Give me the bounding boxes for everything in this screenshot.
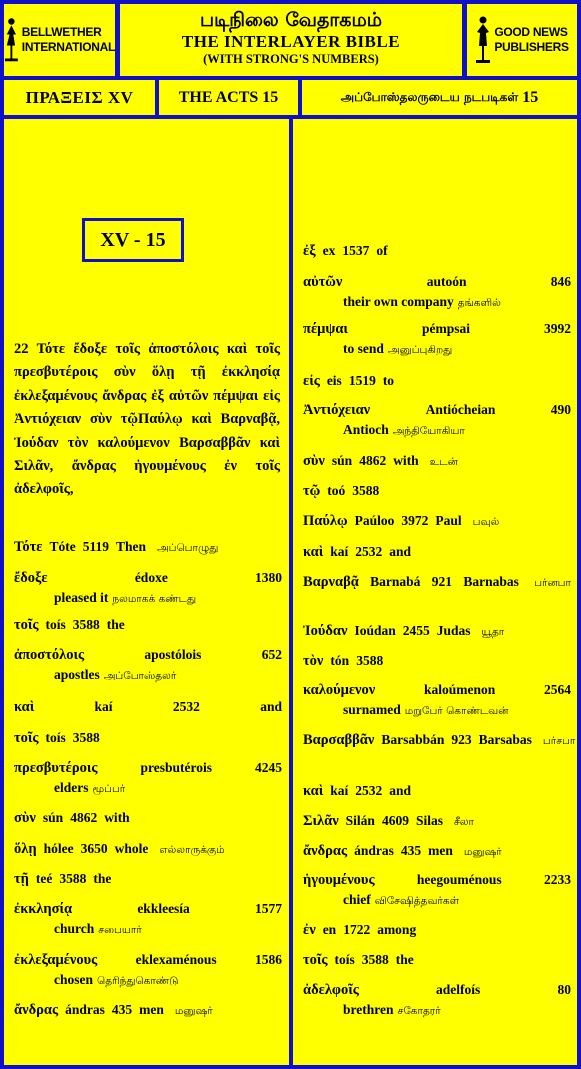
entry-continuation: [14, 778, 282, 799]
english-gloss: to send: [343, 341, 384, 356]
title-english: THE INTERLAYER BIBLE: [181, 32, 401, 51]
entry-line: [303, 371, 571, 391]
transliteration: autoón: [426, 274, 467, 289]
english-gloss: the: [395, 952, 414, 967]
english-gloss: among: [377, 922, 417, 937]
strong-number: 3588: [361, 952, 389, 967]
transliteration: pémpsai: [421, 321, 470, 336]
tamil-gloss: மனுஷர்: [174, 1005, 213, 1017]
greek-word: ἐξ: [303, 243, 316, 259]
transliteration: Tóte: [49, 539, 76, 554]
strong-number: 1380: [254, 570, 282, 585]
transliteration: presbutérois: [140, 760, 212, 775]
transliteration: apostólois: [144, 647, 202, 662]
interlinear-entry: [14, 869, 282, 889]
tamil-gloss: யூதா: [481, 626, 505, 638]
english-gloss: with: [104, 810, 130, 825]
entry-continuation: [303, 700, 571, 721]
transliteration: Barsabbán: [381, 732, 445, 747]
transliteration: Antiócheian: [425, 402, 496, 417]
english-gloss: Barnabas: [463, 574, 519, 589]
greek-word: σὺν: [14, 810, 36, 826]
interlinear-entry: [303, 241, 571, 261]
right-logo-line1: GOOD NEWS: [494, 25, 568, 39]
strong-number: 1577: [254, 901, 282, 916]
interlinear-entry: [303, 319, 571, 360]
entry-continuation: [303, 420, 571, 441]
strong-number: 3588: [72, 617, 100, 632]
transliteration: Ioúdan: [354, 623, 396, 638]
strong-number: 4245: [255, 760, 282, 775]
entry-line: [14, 1000, 282, 1021]
tamil-gloss: சகோதரர்: [397, 1005, 441, 1017]
english-gloss: and: [389, 544, 412, 559]
entry-line: [14, 728, 282, 748]
interlinear-entry: [303, 451, 571, 472]
greek-word: ἡγουμένους: [303, 872, 375, 888]
greek-word: Ἰούδαν: [303, 623, 348, 639]
tamil-gloss: விசேஷித்தவர்கள்: [374, 895, 460, 907]
transliteration: sún: [331, 453, 353, 468]
greek-word: πέμψαι: [303, 321, 348, 337]
english-gloss: men: [428, 843, 453, 858]
greek-word: καλούμενον: [303, 682, 376, 698]
transliteration: sún: [42, 810, 64, 825]
entry-line: [303, 451, 571, 472]
english-gloss: their own company: [343, 294, 454, 309]
strong-number: 2532: [355, 544, 383, 559]
entry-continuation: [14, 919, 282, 940]
english-gloss: of: [376, 243, 388, 258]
interlinear-entry: [303, 920, 571, 940]
transliteration: ándras: [354, 843, 394, 858]
entry-continuation: [303, 1000, 571, 1021]
entry-line: [14, 899, 282, 919]
tamil-gloss: உடன்: [429, 456, 458, 468]
entry-continuation: [303, 890, 571, 911]
right-logo-line2: PUBLISHERS: [494, 40, 569, 54]
transliteration: tón: [330, 653, 350, 668]
transliteration: ekkleesía: [137, 901, 190, 916]
entry-line: [303, 980, 571, 1000]
entry-line: [303, 920, 571, 940]
interlinear-entry: [303, 572, 571, 593]
transliteration: en: [322, 922, 337, 937]
entry-line: [14, 950, 282, 970]
tamil-gloss: பர்னபா: [534, 577, 571, 589]
title-tamil: படிநிலை வேதாகமம்: [199, 9, 383, 31]
entry-line: [14, 839, 282, 860]
book-tamil-number: 15: [522, 88, 539, 106]
english-gloss: church: [54, 921, 95, 936]
greek-word: Βαρναβᾷ: [303, 574, 359, 590]
transliteration: eklexaménous: [135, 952, 217, 967]
strong-number: 3992: [543, 321, 571, 336]
english-gloss: whole: [114, 841, 149, 856]
strong-number: 846: [550, 274, 571, 289]
interlinear-entry: [14, 1000, 282, 1021]
chapter-verse-box: XV - 15: [82, 218, 184, 262]
strong-number: 652: [261, 647, 282, 662]
right-column: [293, 119, 577, 1065]
transliteration: heegouménous: [416, 872, 502, 887]
transliteration: toís: [45, 617, 66, 632]
strong-number: 3650: [80, 841, 108, 856]
transliteration: kaí: [330, 544, 349, 559]
interlinear-entry: [14, 950, 282, 991]
tamil-gloss: எல்லாருக்கும்: [159, 844, 225, 856]
transliteration: édoxe: [134, 570, 168, 585]
bellwether-icon: [4, 16, 19, 64]
bellwether-logo: [4, 4, 115, 76]
greek-word: τοῖς: [14, 617, 39, 633]
interlinear-entry: [303, 511, 571, 532]
entry-line: [303, 241, 571, 261]
interlinear-entry: [303, 651, 571, 671]
strong-number: 1519: [348, 373, 376, 388]
greek-word: ἔδοξε: [14, 570, 48, 586]
figure-icon: [475, 16, 491, 64]
english-gloss: Silas: [415, 813, 443, 828]
interlinear-entry: [14, 537, 282, 558]
tamil-gloss: மனுஷர்: [463, 846, 502, 858]
entry-line: [303, 781, 571, 801]
entry-line: [303, 400, 571, 420]
tamil-gloss: அப்பொழுது: [157, 542, 219, 554]
greek-word: τῷ: [303, 483, 321, 499]
entry-line: [303, 680, 571, 700]
transliteration: Silán: [345, 813, 375, 828]
tamil-gloss: அந்தியோகியா: [392, 425, 465, 437]
tamil-gloss: தெரிந்துகொண்டு: [97, 975, 179, 987]
interlinear-entry: [303, 870, 571, 911]
interlinear-entry: [14, 808, 282, 828]
english-gloss: the: [106, 617, 125, 632]
book-tamil-name: அப்போஸ்தலருடைய நடபடிகள்: [340, 89, 519, 104]
interlinear-entry: [303, 272, 571, 313]
greek-word: πρεσβυτέροις: [14, 760, 98, 776]
interlinear-entry: [303, 371, 571, 391]
greek-word: Ἀντιόχειαν: [303, 402, 371, 418]
transliteration: kaloúmenon: [423, 682, 496, 697]
interlinear-entry: [303, 542, 571, 562]
transliteration: kaí: [94, 699, 113, 714]
greek-word: ἐκκλησίᾳ: [14, 901, 73, 917]
transliteration: toó: [327, 483, 346, 498]
interlinear-entry: [14, 697, 282, 717]
interlinear-entry: [303, 400, 571, 441]
entry-line: [303, 481, 571, 501]
entry-line: [303, 870, 571, 890]
interlinear-entry: [303, 730, 576, 751]
greek-word: αὐτῶν: [303, 274, 343, 290]
greek-word: Σιλᾶν: [303, 813, 339, 829]
english-gloss: Barsabas: [478, 732, 532, 747]
strong-number: 4609: [381, 813, 409, 828]
entry-line: [14, 645, 282, 665]
interlinear-entry: [303, 481, 571, 501]
transliteration: Barnabá: [370, 574, 421, 589]
transliteration: toís: [45, 730, 66, 745]
english-gloss: and: [260, 699, 282, 714]
strong-number: 3588: [356, 653, 384, 668]
strong-number: 4862: [70, 810, 98, 825]
entry-continuation: [14, 970, 282, 991]
greek-word: ἄνδρας: [303, 843, 348, 859]
entry-line: [14, 615, 282, 635]
interlinear-entry: [14, 615, 282, 635]
transliteration: ándras: [65, 1002, 105, 1017]
strong-number: 2564: [544, 682, 571, 697]
greek-word: σὺν: [303, 453, 325, 469]
strong-number: 5119: [82, 539, 109, 554]
english-gloss: the: [93, 871, 112, 886]
english-gloss: Antioch: [343, 422, 389, 437]
strong-number: 3588: [352, 483, 380, 498]
interlinear-entry: [14, 899, 282, 940]
strong-number: 490: [550, 402, 571, 417]
strong-number: 2455: [402, 623, 430, 638]
greek-word: ὅλῃ: [14, 841, 37, 857]
left-column: [4, 119, 289, 1065]
english-gloss: brethren: [343, 1002, 394, 1017]
strong-number: 1537: [342, 243, 370, 258]
transliteration: adelfoís: [436, 982, 481, 997]
english-gloss: pleased it: [54, 590, 109, 605]
entry-line: [303, 572, 571, 593]
strong-number: 923: [451, 732, 472, 747]
good-news-logo: [467, 4, 577, 76]
greek-word: ἐκλεξαμένους: [14, 952, 98, 968]
entry-line: [303, 511, 571, 532]
transliteration: hólee: [43, 841, 74, 856]
interlinear-entry: [303, 980, 571, 1021]
entry-line: [14, 568, 282, 588]
transliteration: Paúloo: [354, 513, 395, 528]
greek-word: Βαρσαββᾶν: [303, 732, 375, 748]
strong-number: 3972: [401, 513, 429, 528]
entry-continuation: [303, 339, 571, 360]
verse-greek-text: 22 Τότε ἔδοξε τοῖς ἀποστόλοις καὶ τοῖς πρεσβυτέροις σὺν ὅλῃ τῇ ἐκκλησίᾳ ἐκλεξαμένους ἄνδρας ἐξ αὐτῶν πέμψαι εἰς Ἀντιόχειαν σὺν τῷΠαύλῳ καὶ Βαρναβᾷ, Ἰούδαν τὸν καλούμενον Βαρσαββᾶν καὶ Σιλᾶν, ἄνδρας ἡγουμένους ἐν τοῖς ἀδελφοῖς,: [14, 341, 280, 498]
entry-line: [14, 808, 282, 828]
strong-number: 435: [111, 1002, 133, 1017]
english-gloss: elders: [54, 780, 89, 795]
entry-line: [303, 272, 571, 292]
greek-word: ἀποστόλοις: [14, 647, 85, 663]
transliteration: eis: [326, 373, 342, 388]
interlinear-entry: [14, 839, 282, 860]
interlinear-entry: [303, 811, 571, 832]
entry-continuation: [14, 588, 282, 609]
english-gloss: Judas: [436, 623, 471, 638]
strong-number: 3588: [59, 871, 87, 886]
strong-number: 2532: [355, 783, 383, 798]
tamil-gloss: சபையார்: [98, 924, 142, 936]
tamil-gloss: நலமாகக் கண்டது: [112, 593, 197, 605]
strong-number: 435: [400, 843, 422, 858]
interlinear-entry: [14, 728, 282, 748]
greek-word: τὸν: [303, 653, 324, 669]
page-title: [120, 4, 462, 76]
strong-number: 2233: [543, 872, 571, 887]
entry-line: [303, 730, 576, 751]
entry-line: [303, 542, 571, 562]
title-subtitle: (WITH STRONG'S NUMBERS): [203, 52, 379, 66]
entry-continuation: [14, 665, 282, 686]
transliteration: ex: [322, 243, 336, 258]
greek-word: εἰς: [303, 373, 320, 389]
english-gloss: surnamed: [343, 702, 401, 717]
transliteration: teé: [35, 871, 53, 886]
greek-word: καὶ: [303, 783, 324, 799]
english-gloss: chief: [343, 892, 371, 907]
greek-word: καὶ: [303, 544, 324, 560]
english-gloss: with: [393, 453, 419, 468]
entry-line: [303, 950, 571, 970]
tamil-gloss: பவுல்: [472, 516, 500, 528]
greek-word: καὶ: [14, 699, 35, 715]
book-tamil: [302, 80, 577, 115]
interlinear-entry: [303, 950, 571, 970]
english-gloss: chosen: [54, 972, 94, 987]
english-gloss: apostles: [54, 667, 100, 682]
greek-word: ἄνδρας: [14, 1002, 59, 1018]
entry-line: [303, 651, 571, 671]
english-gloss: to: [382, 373, 395, 388]
strong-number: 2532: [172, 699, 200, 714]
greek-word: ἐν: [303, 922, 316, 938]
strong-number: 1722: [343, 922, 371, 937]
tamil-gloss: மூப்பர்: [92, 783, 126, 795]
english-gloss: men: [139, 1002, 164, 1017]
english-gloss: Paul: [435, 513, 462, 528]
entry-line: [14, 697, 282, 717]
greek-word: Παύλῳ: [303, 513, 348, 529]
tamil-gloss: பர்சபா: [542, 735, 576, 747]
entry-line: [14, 537, 282, 558]
interlinear-entry: [14, 758, 282, 799]
transliteration: kaí: [330, 783, 349, 798]
book-english: THE ACTS 15: [159, 80, 298, 115]
greek-word: τοῖς: [14, 730, 39, 746]
interlinear-entry: [303, 781, 571, 801]
entry-line: [303, 841, 571, 862]
entry-continuation: [303, 292, 571, 313]
interlinear-entry: [303, 841, 571, 862]
english-gloss: Then: [116, 539, 147, 554]
left-logo-line2: INTERNATIONAL: [21, 40, 115, 54]
entry-line: [14, 758, 282, 778]
strong-number: 3588: [72, 730, 100, 745]
strong-number: 1586: [254, 952, 282, 967]
tamil-gloss: மறுபேர் கொண்டவன்: [404, 705, 509, 717]
greek-word: τῇ: [14, 871, 29, 887]
entry-line: [303, 811, 571, 832]
strong-number: 4862: [359, 453, 387, 468]
entry-line: [14, 869, 282, 889]
interlinear-entry: [303, 680, 571, 721]
english-gloss: and: [389, 783, 412, 798]
book-greek: ΠΡΑΞΕΙΣ XV: [4, 80, 155, 115]
tamil-gloss: தங்களில்: [457, 297, 501, 309]
interlinear-entry: [303, 621, 571, 642]
greek-word: Τότε: [14, 539, 43, 555]
tamil-gloss: சீலா: [453, 816, 474, 828]
left-logo-line1: BELLWETHER: [21, 25, 102, 39]
strong-number: 80: [557, 982, 571, 997]
interlinear-entry: [14, 645, 282, 686]
tamil-gloss: அப்போஸ்தலர்: [103, 670, 177, 682]
entry-line: [303, 621, 571, 642]
tamil-gloss: அனுப்புகிறது: [387, 344, 453, 356]
interlinear-entry: [14, 568, 282, 609]
strong-number: 921: [431, 574, 452, 589]
entry-line: [303, 319, 571, 339]
transliteration: toís: [334, 952, 355, 967]
greek-word: τοῖς: [303, 952, 328, 968]
greek-word: ἀδελφοῖς: [303, 982, 359, 998]
